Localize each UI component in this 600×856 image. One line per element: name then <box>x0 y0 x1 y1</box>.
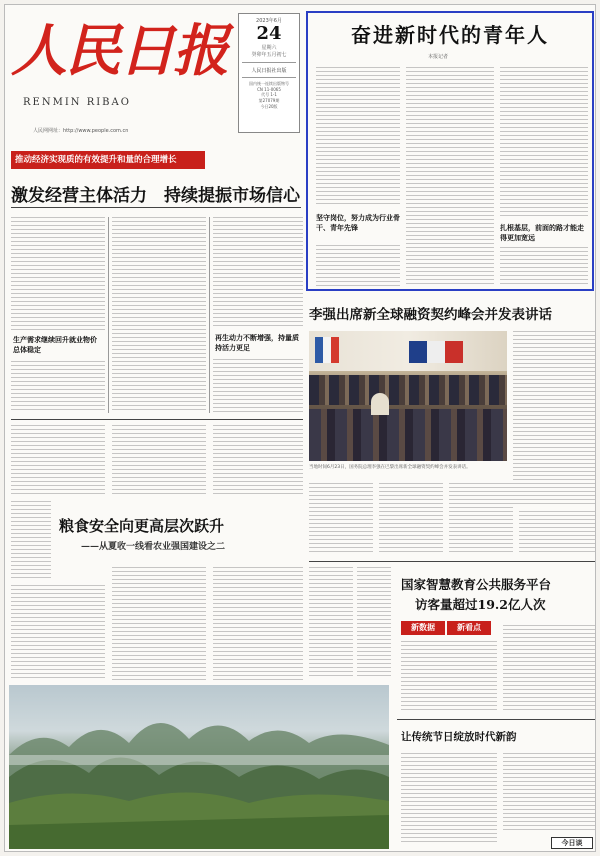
food-body-col-3 <box>213 567 303 681</box>
feature-body-col-1 <box>316 67 400 207</box>
education-body-col-1 <box>401 641 497 713</box>
lead-body-col-2 <box>112 217 206 413</box>
date-day: 24 <box>256 23 282 44</box>
feature-byline: 本报记者 <box>428 54 449 60</box>
issue-info-5: 今日20版 <box>260 104 278 109</box>
landscape-photo[interactable] <box>9 685 389 849</box>
date-weekday: 星期六 <box>261 45 277 51</box>
food-subhead: ——从夏收一线看农业强国建设之二 <box>81 542 226 552</box>
summit-photo[interactable] <box>309 331 507 461</box>
food-body-col-2 <box>112 567 206 681</box>
publisher: 人民日报社出版 <box>251 68 287 74</box>
photo-caption: 当地时间6月23日，国务院总理李强在巴黎出席新全球融资契约峰会并发表讲话。 <box>309 465 471 470</box>
date-lunar: 癸卯年五月初七 <box>251 52 287 58</box>
feature-body-col-3 <box>500 67 588 217</box>
lead-body-col-1 <box>11 217 105 331</box>
tradition-headline[interactable]: 让传统节日绽放时代新韵 <box>401 731 517 743</box>
side-story-col-2 <box>357 567 391 679</box>
landscape-hills <box>9 685 389 849</box>
continuation-col-2 <box>112 425 206 495</box>
education-tag-2: 新看点 <box>447 621 491 635</box>
feature-body-col-3b <box>500 247 588 287</box>
footer-badge-label: 今日谈 <box>561 839 583 847</box>
issue-info-1: 国内统一连续出版物号 <box>249 81 289 86</box>
food-side-col <box>11 501 51 581</box>
newspaper-page <box>4 4 596 852</box>
side-story-col-1 <box>309 567 353 679</box>
premier-body-col-1 <box>309 483 373 553</box>
date-block <box>238 13 300 133</box>
date-month: 2023年6月 <box>256 18 282 24</box>
premier-body-col-4 <box>519 511 595 553</box>
issue-info-2: CN 11-0065 <box>257 87 281 92</box>
tradition-body-col-2 <box>503 753 595 833</box>
feature-article[interactable] <box>306 11 594 291</box>
lead-headline[interactable]: 激发经营主体活力 持续提振市场信心 <box>11 186 300 206</box>
education-body-col-2 <box>503 625 595 713</box>
lead-body-col-1b <box>11 361 105 413</box>
feature-subhead-1: 坚守岗位，努力成为行业骨干、青年先锋 <box>316 214 400 232</box>
feature-subhead-2: 扎根基层，前面的路才能走得更加宽远 <box>500 224 584 242</box>
continuation-col-1 <box>11 425 105 495</box>
food-body-col-1 <box>11 585 105 681</box>
lead-subhead-2: 再生动力不断增强，持量质持活力更足 <box>215 334 299 352</box>
tradition-body-col-1 <box>401 753 497 843</box>
issue-info-4: 第27079期 <box>258 98 280 103</box>
premier-headline[interactable]: 李强出席新全球融资契约峰会并发表讲话 <box>309 307 552 323</box>
education-tag-1: 新数据 <box>401 621 445 635</box>
feature-title: 奋进新时代的青年人 <box>351 23 549 47</box>
issue-info-3: 代号 1-1 <box>261 92 277 97</box>
lead-kicker: 推动经济实现质的有效提升和量的合理增长 <box>11 151 205 169</box>
feature-body-col-1b <box>316 245 400 287</box>
masthead-website[interactable]: 人民网网址：http://www.people.com.cn <box>33 128 129 134</box>
masthead-title: 人民日报 <box>11 18 227 84</box>
education-headline-2[interactable]: 访客量超过19.2亿人次 <box>415 597 546 612</box>
education-headline-1[interactable]: 国家智慧教育公共服务平台 <box>401 577 552 592</box>
feature-body-col-2 <box>406 67 494 287</box>
food-headline[interactable]: 粮食安全向更高层次跃升 <box>59 517 225 535</box>
premier-body-col-right <box>513 331 595 507</box>
lead-subhead-1: 生产需求继续回升就业物价总体稳定 <box>13 336 97 354</box>
masthead-pinyin: RENMIN RIBAO <box>23 97 131 108</box>
lead-body-col-3 <box>213 217 303 327</box>
premier-body-col-3 <box>449 483 513 553</box>
continuation-col-3 <box>213 425 303 495</box>
lead-body-col-3b <box>213 359 303 413</box>
premier-body-col-2 <box>379 483 443 553</box>
lead-rule <box>11 207 301 208</box>
footer-badge[interactable] <box>551 837 593 849</box>
